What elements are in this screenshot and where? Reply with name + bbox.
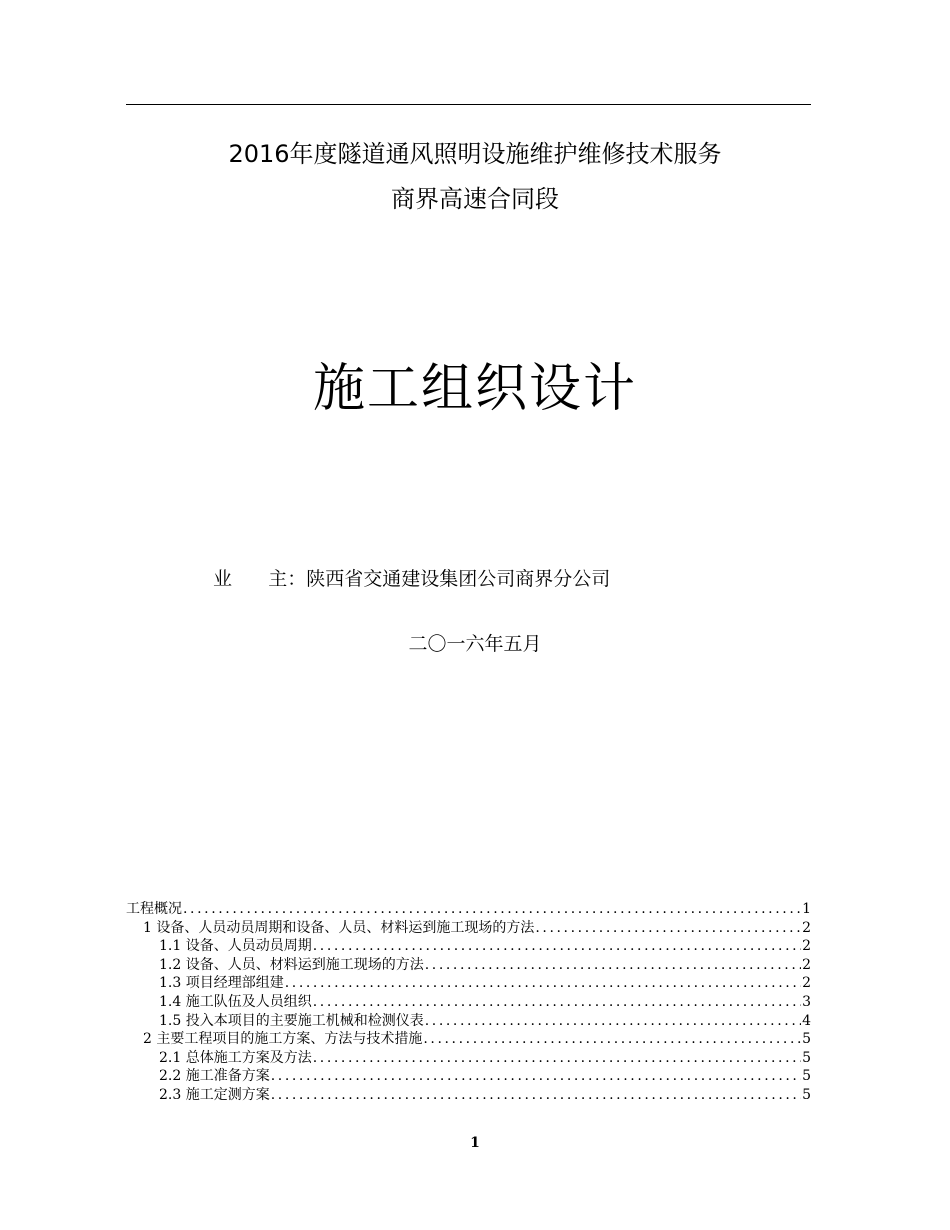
toc-entry-page: 5: [802, 1086, 811, 1103]
toc-entry-page: 4: [802, 1012, 811, 1029]
toc-entry-text: 1.3 项目经理部组建: [159, 975, 284, 992]
toc-leader: [425, 1012, 801, 1031]
toc-entry-text: 1.1 设备、人员动员周期: [159, 938, 312, 955]
page-number: 1: [470, 1135, 480, 1151]
owner-line: [213, 564, 610, 591]
toc-entry[interactable]: [126, 993, 811, 1012]
toc-entry-page: 2: [802, 956, 811, 973]
toc-entry-page: 3: [802, 993, 811, 1010]
toc-entry-text: 2.3 施工定测方案: [159, 1086, 270, 1103]
toc-entry-page: 5: [802, 1049, 811, 1066]
toc-entry[interactable]: [126, 1030, 811, 1049]
toc-leader: [183, 900, 801, 919]
toc-entry-text: 1.2 设备、人员、材料运到施工现场的方法: [159, 956, 424, 973]
toc-entry-text: 2 主要工程项目的施工方案、方法与技术措施: [143, 1031, 423, 1048]
toc-leader: [425, 956, 801, 975]
toc-entry-text: 1.4 施工队伍及人员组织: [159, 993, 312, 1010]
project-title-line2: 商界高速合同段: [391, 185, 559, 213]
project-title-line1: 2016年度隧道通风照明设施维护维修技术服务: [228, 140, 722, 168]
owner-value: 陕西省交通建设集团公司商界分公司: [306, 568, 611, 590]
toc-entry[interactable]: [126, 1086, 811, 1105]
toc-entry-page: 2: [802, 975, 811, 992]
document-title: 施工组织设计: [312, 359, 637, 419]
toc-entry[interactable]: [126, 1049, 811, 1068]
toc-leader: [271, 1067, 801, 1086]
toc-entry[interactable]: [126, 1012, 811, 1031]
toc-entry-page: 2: [802, 919, 811, 936]
toc-leader: [313, 993, 801, 1012]
toc-leader: [271, 1086, 801, 1105]
toc-leader: [313, 937, 801, 956]
toc-leader: [313, 1049, 801, 1068]
toc-entry-page: 1: [802, 901, 811, 917]
toc-leader: [423, 1030, 801, 1049]
toc-entry-text: 1.5 投入本项目的主要施工机械和检测仪表: [159, 1012, 424, 1029]
toc-entry-text: 1 设备、人员动员周期和设备、人员、材料运到施工现场的方法: [143, 919, 535, 936]
toc-entry-page: 2: [802, 938, 811, 955]
toc-entry[interactable]: [126, 956, 811, 975]
document-date: 二〇一六年五月: [408, 633, 542, 655]
toc-leader: [285, 974, 801, 993]
toc-entry-text: 2.2 施工准备方案: [159, 1068, 270, 1085]
toc-entry[interactable]: [126, 919, 811, 938]
toc-entry[interactable]: [126, 937, 811, 956]
table-of-contents: [126, 900, 811, 1105]
toc-entry-text: 工程概况: [126, 901, 182, 917]
toc-entry[interactable]: [126, 1067, 811, 1086]
header-rule: [126, 104, 811, 105]
owner-label: 业 主：: [213, 568, 307, 590]
toc-leader: [535, 919, 801, 938]
toc-entry-page: 5: [802, 1068, 811, 1085]
toc-entry-text: 2.1 总体施工方案及方法: [159, 1049, 312, 1066]
toc-entry[interactable]: [126, 900, 811, 919]
toc-entry-page: 5: [802, 1031, 811, 1048]
toc-entry[interactable]: [126, 974, 811, 993]
